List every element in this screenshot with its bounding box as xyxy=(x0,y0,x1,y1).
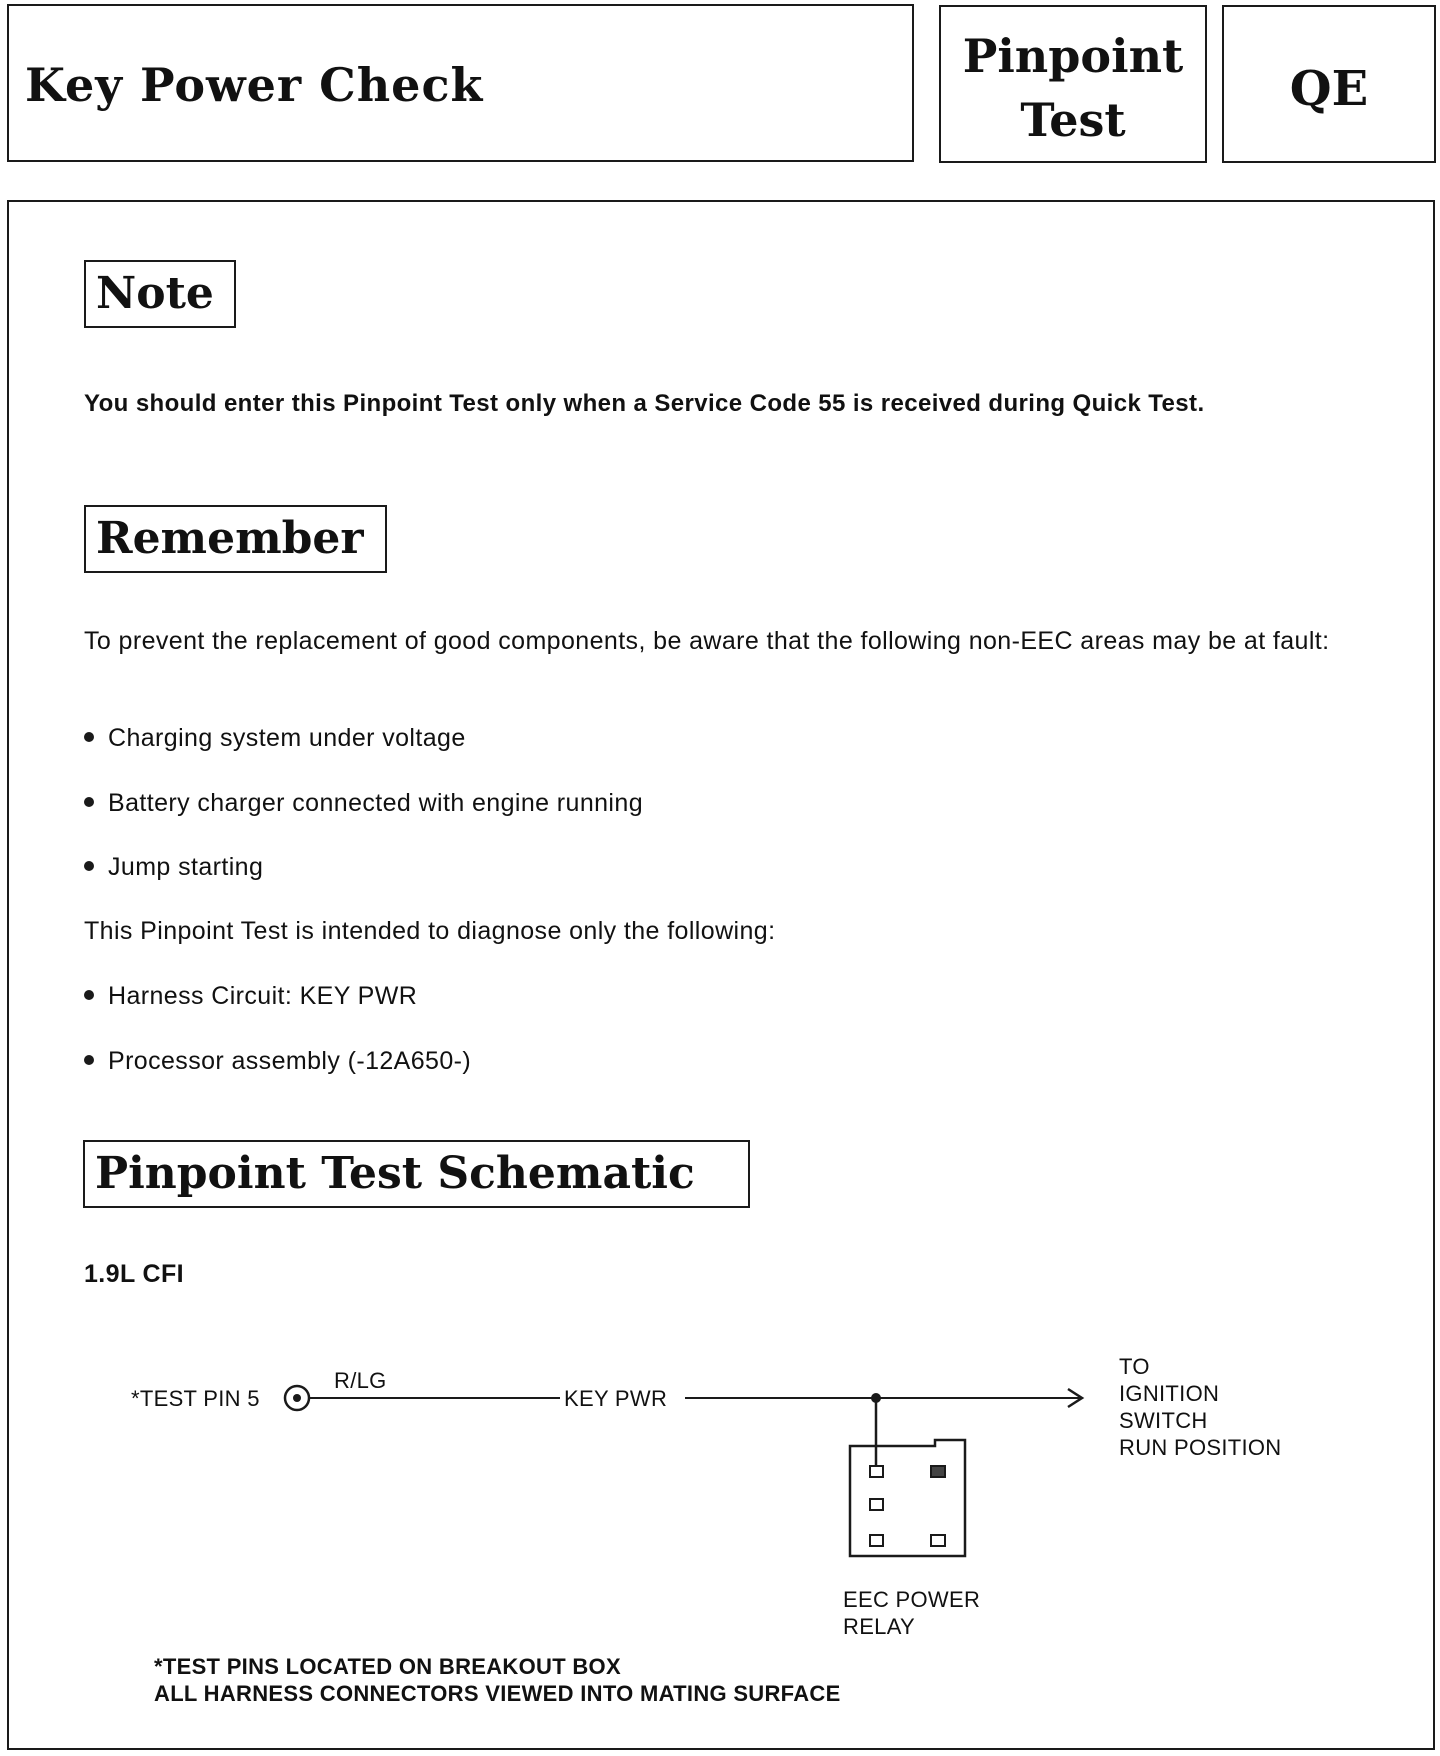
destination-line: SWITCH xyxy=(1119,1408,1208,1433)
scope-item-text: Harness Circuit: KEY PWR xyxy=(108,982,418,1010)
test-code: QE xyxy=(1289,61,1369,117)
destination-line: TO xyxy=(1119,1354,1150,1379)
destination-line: RUN POSITION xyxy=(1119,1435,1282,1460)
test-pin-center xyxy=(293,1394,301,1402)
note-text: You should enter this Pinpoint Test only when a Service Code 55 is received during Quick Test. xyxy=(84,390,1205,417)
scope-intro: This Pinpoint Test is intended to diagnose only the following: xyxy=(84,917,776,945)
relay-terminal xyxy=(870,1499,883,1510)
footnote: *TEST PINS LOCATED ON BREAKOUT BOX xyxy=(154,1654,621,1679)
footnote: ALL HARNESS CONNECTORS VIEWED INTO MATING SURFACE xyxy=(154,1681,841,1706)
engine-label: 1.9L CFI xyxy=(84,1260,184,1288)
fault-item-text: Charging system under voltage xyxy=(108,724,466,752)
relay-label: EEC POWER xyxy=(843,1587,981,1612)
circuit-label: KEY PWR xyxy=(564,1386,668,1411)
relay-label: RELAY xyxy=(843,1614,916,1639)
relay-body xyxy=(850,1440,965,1556)
badge-line-1: Pinpoint xyxy=(962,29,1184,83)
fault-item-text: Battery charger connected with engine running xyxy=(108,789,643,817)
remember-heading: Remember xyxy=(84,505,387,573)
destination-line: IGNITION xyxy=(1119,1381,1220,1406)
relay-terminal xyxy=(870,1466,883,1477)
relay-terminal xyxy=(931,1535,945,1546)
remember-intro: To prevent the replacement of good components, be aware that the following non-EEC areas may be at fault: xyxy=(84,627,1330,655)
wire-color-label: R/LG xyxy=(334,1368,387,1393)
scope-item-text: Processor assembly (-12A650-) xyxy=(108,1047,472,1075)
badge-line-2: Test xyxy=(1020,93,1126,147)
page-title: Key Power Check xyxy=(25,58,484,112)
fault-item-text: Jump starting xyxy=(108,853,264,881)
relay-terminal xyxy=(870,1535,883,1546)
note-heading: Note xyxy=(84,260,236,328)
relay-terminal-filled xyxy=(931,1466,945,1477)
schematic-heading: Pinpoint Test Schematic xyxy=(83,1140,750,1208)
test-pin-label: *TEST PIN 5 xyxy=(131,1386,260,1411)
